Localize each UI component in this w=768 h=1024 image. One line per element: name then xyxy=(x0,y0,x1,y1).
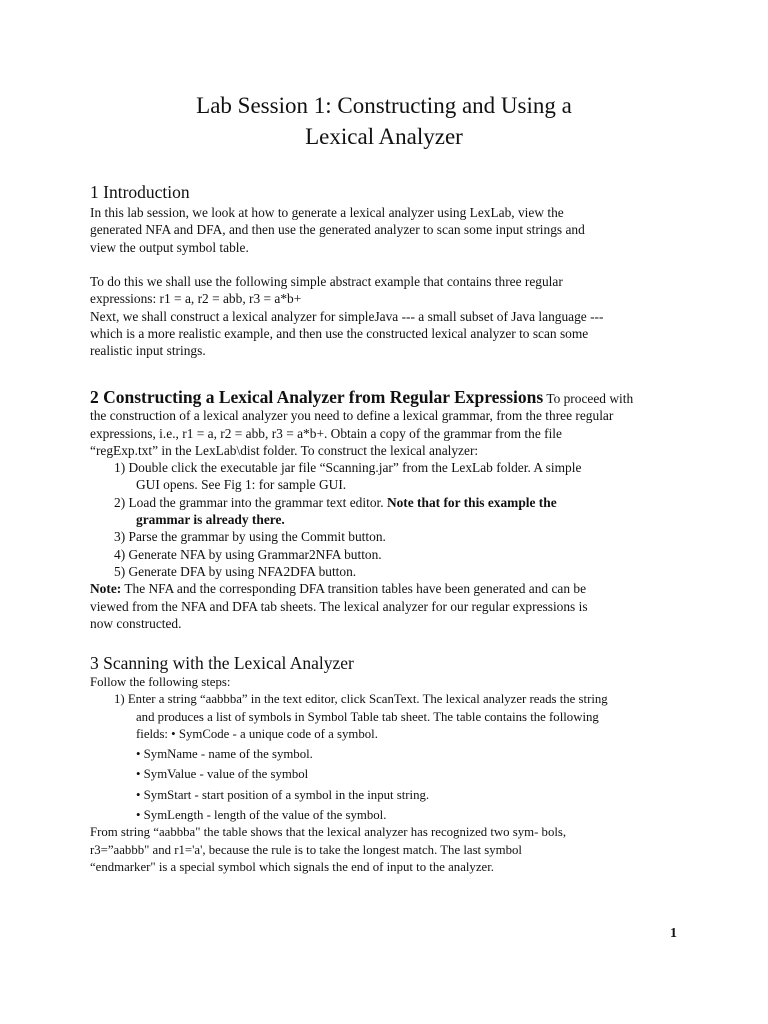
section-1-heading: 1 Introduction xyxy=(90,182,190,202)
section-1-body xyxy=(90,204,690,256)
step-5: 5) Generate DFA by using NFA2DFA button. xyxy=(114,563,357,579)
scan-step-1-line-1: 1) Enter a string “aabbba” in the text editor, click ScanText. The lexical analyzer reads the string xyxy=(114,692,608,707)
intro-line-2: generated NFA and DFA, and then use the generated analyzer to scan some input strings and xyxy=(90,222,585,238)
section-2-heading: 2 Constructing a Lexical Analyzer from Regular Expressions xyxy=(90,387,544,407)
step-2-line-2: grammar is already there. xyxy=(136,512,285,528)
step-1-line-2: GUI opens. See Fig 1: for sample GUI. xyxy=(136,477,347,493)
note-text-1: The NFA and the corresponding DFA transition tables have been generated and can be xyxy=(121,581,587,597)
field-symstart: • SymStart - start position of a symbol in the input string. xyxy=(136,787,430,802)
page-title xyxy=(0,90,768,152)
title-line-1: Lab Session 1: Constructing and Using a xyxy=(196,93,572,118)
field-symlength: • SymLength - length of the value of the symbol. xyxy=(136,808,387,823)
section-3-body xyxy=(90,674,690,876)
scan-step-1-line-3: fields: • SymCode - a unique code of a symbol. xyxy=(136,726,378,741)
result-line-2: r3=”aabbb" and r1='a', because the rule is to take the longest match. The last symbol xyxy=(90,842,522,857)
section-2-body xyxy=(90,389,690,632)
step-1-line-1: 1) Double click the executable jar file “Scanning.jar” from the LexLab folder. A simple xyxy=(114,460,582,476)
section-3-heading: 3 Scanning with the Lexical Analyzer xyxy=(90,653,354,673)
follow-steps: Follow the following steps: xyxy=(90,675,231,689)
section-1-body-2 xyxy=(90,273,690,359)
title-line-2: Lexical Analyzer xyxy=(305,124,463,149)
intro-p2-line-3: Next, we shall construct a lexical analyzer for simpleJava --- a small subset of Java language --- xyxy=(90,308,604,324)
intro-p2-line-5: realistic input strings. xyxy=(90,343,206,359)
step-2-line-1 xyxy=(90,494,690,511)
section-2-intro-3: “regExp.txt” in the LexLab\dist folder. To construct the lexical analyzer: xyxy=(90,442,479,458)
step-3: 3) Parse the grammar by using the Commit button. xyxy=(114,529,386,545)
intro-line-3: view the output symbol table. xyxy=(90,239,249,255)
note-line-2: viewed from the NFA and DFA tab sheets. The lexical analyzer for our regular expressions is xyxy=(90,598,588,614)
scan-step-1-line-2: and produces a list of symbols in Symbol Table tab sheet. The table contains the following xyxy=(136,709,599,724)
step-4: 4) Generate NFA by using Grammar2NFA button. xyxy=(114,546,382,562)
step-2-note: Note that for this example the xyxy=(386,494,557,510)
step-2-text: 2) Load the grammar into the grammar text editor. xyxy=(114,494,387,510)
section-2-heading-tail: To proceed with xyxy=(543,391,634,406)
page-number: 1 xyxy=(670,926,677,941)
field-symvalue: • SymValue - value of the symbol xyxy=(136,767,309,782)
section-2-intro-1: the construction of a lexical analyzer you need to define a lexical grammar, from the three regular xyxy=(90,408,614,424)
intro-p2-line-4: which is a more realistic example, and then use the constructed lexical analyzer to scan some xyxy=(90,325,589,341)
field-symname: • SymName - name of the symbol. xyxy=(136,747,313,762)
intro-p2-line-1: To do this we shall use the following simple abstract example that contains three regular xyxy=(90,274,563,289)
result-line-3: “endmarker" is a special symbol which signals the end of input to the analyzer. xyxy=(90,859,494,874)
section-2-intro-2: expressions, i.e., r1 = a, r2 = abb, r3 = a*b+. Obtain a copy of the grammar from the file xyxy=(90,425,562,441)
note-label: Note: xyxy=(90,581,122,597)
intro-line-1: In this lab session, we look at how to generate a lexical analyzer using LexLab, view the xyxy=(90,205,564,220)
note-line-3: now constructed. xyxy=(90,615,182,631)
result-line-1: From string “aabbba" the table shows that the lexical analyzer has recognized two sym- bols, xyxy=(90,825,567,840)
section-2-heading-line xyxy=(90,389,690,407)
note-line-1 xyxy=(90,580,690,597)
intro-p2-line-2: expressions: r1 = a, r2 = abb, r3 = a*b+ xyxy=(90,291,302,307)
